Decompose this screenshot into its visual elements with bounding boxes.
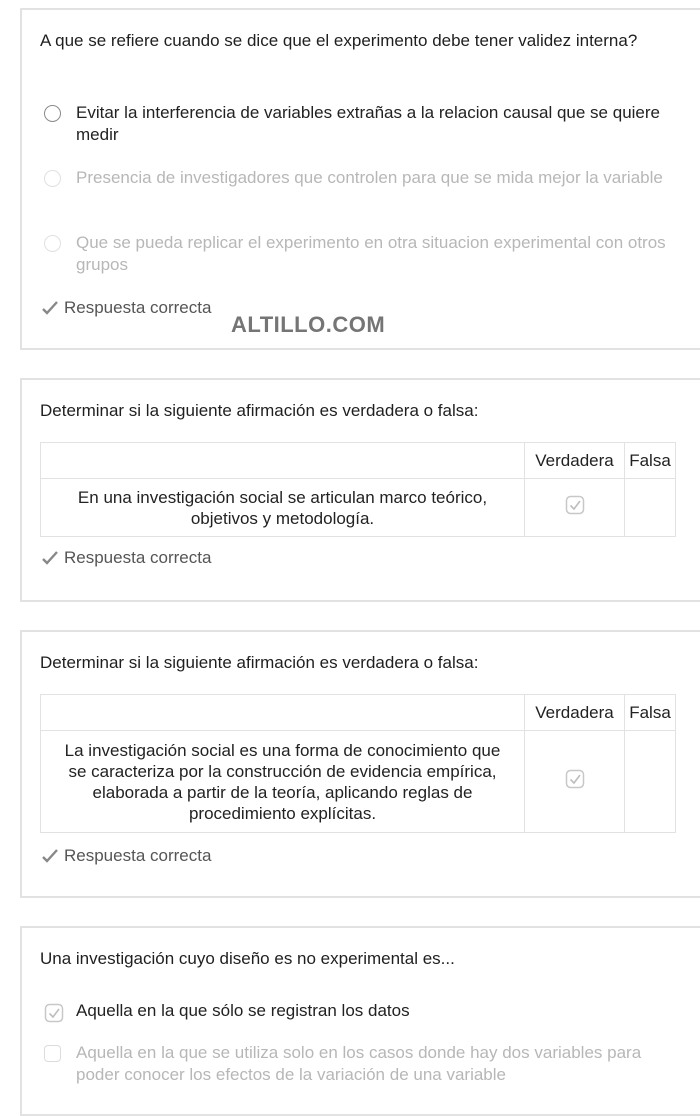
feedback-label: Respuesta correcta — [64, 298, 212, 317]
feedback-label: Respuesta correcta — [64, 846, 212, 865]
question-text: A que se refiere cuando se dice que el experimento debe tener validez interna? — [40, 31, 638, 50]
answer-option-label: Aquella en la que sólo se registran los datos — [76, 1001, 410, 1020]
watermark: ALTILLO.COM — [231, 312, 386, 337]
column-header-verdadera: Verdadera — [525, 695, 625, 731]
answer-option-2[interactable] — [44, 1042, 680, 1086]
answer-option-2[interactable] — [44, 167, 680, 189]
true-false-table — [40, 694, 676, 833]
answer-option-label: Que se pueda replicar el experimento en otra situacion experimental con otros grupos — [76, 233, 666, 274]
column-header-verdadera: Verdadera — [525, 443, 625, 479]
checked-checkbox-icon[interactable] — [565, 769, 585, 794]
question-card-3 — [20, 630, 700, 898]
feedback-correct — [42, 846, 211, 866]
checkbox-icon[interactable] — [44, 1045, 61, 1062]
column-header-falsa: Falsa — [625, 443, 676, 479]
feedback-correct — [42, 298, 211, 318]
verdadera-cell[interactable] — [525, 731, 625, 833]
verdadera-cell[interactable] — [525, 479, 625, 537]
feedback-correct — [42, 548, 211, 568]
answer-option-label: Evitar la interferencia de variables extrañas a la relacion causal que se quiere medir — [76, 103, 660, 144]
answer-option-1[interactable] — [44, 1000, 680, 1028]
question-text: Una investigación cuyo diseño es no experimental es... — [40, 949, 455, 968]
falsa-cell[interactable] — [625, 731, 676, 833]
question-card-2 — [20, 378, 700, 602]
checkmark-icon — [42, 301, 60, 315]
question-text: Determinar si la siguiente afirmación es verdadera o falsa: — [40, 401, 479, 420]
radio-button-icon[interactable] — [44, 170, 61, 187]
checkmark-icon — [42, 551, 60, 565]
checked-checkbox-icon[interactable] — [44, 1010, 64, 1027]
feedback-label: Respuesta correcta — [64, 548, 212, 567]
question-card-1 — [20, 8, 700, 350]
question-card-4 — [20, 926, 700, 1116]
checkmark-icon — [42, 849, 60, 863]
statement-text: La investigación social es una forma de conocimiento que se caracteriza por la construcción de evidencia empírica, elaborada a partir de la teoría, aplicando reglas de procedimiento explícitas. — [41, 731, 525, 833]
falsa-cell[interactable] — [625, 479, 676, 537]
column-header-falsa: Falsa — [625, 695, 676, 731]
radio-button-icon[interactable] — [44, 235, 61, 252]
radio-button-icon[interactable] — [44, 105, 61, 122]
checked-checkbox-icon[interactable] — [565, 495, 585, 520]
statement-text: En una investigación social se articulan marco teórico, objetivos y metodología. — [41, 479, 525, 537]
answer-option-label: Aquella en la que se utiliza solo en los casos donde hay dos variables para poder conocer los efectos de la variación de una variable — [76, 1043, 642, 1084]
question-text: Determinar si la siguiente afirmación es verdadera o falsa: — [40, 653, 479, 672]
answer-option-3[interactable] — [44, 232, 680, 276]
answer-option-label: Presencia de investigadores que controlen para que se mida mejor la variable — [76, 168, 663, 187]
answer-option-1[interactable] — [44, 102, 680, 146]
true-false-table — [40, 442, 676, 537]
